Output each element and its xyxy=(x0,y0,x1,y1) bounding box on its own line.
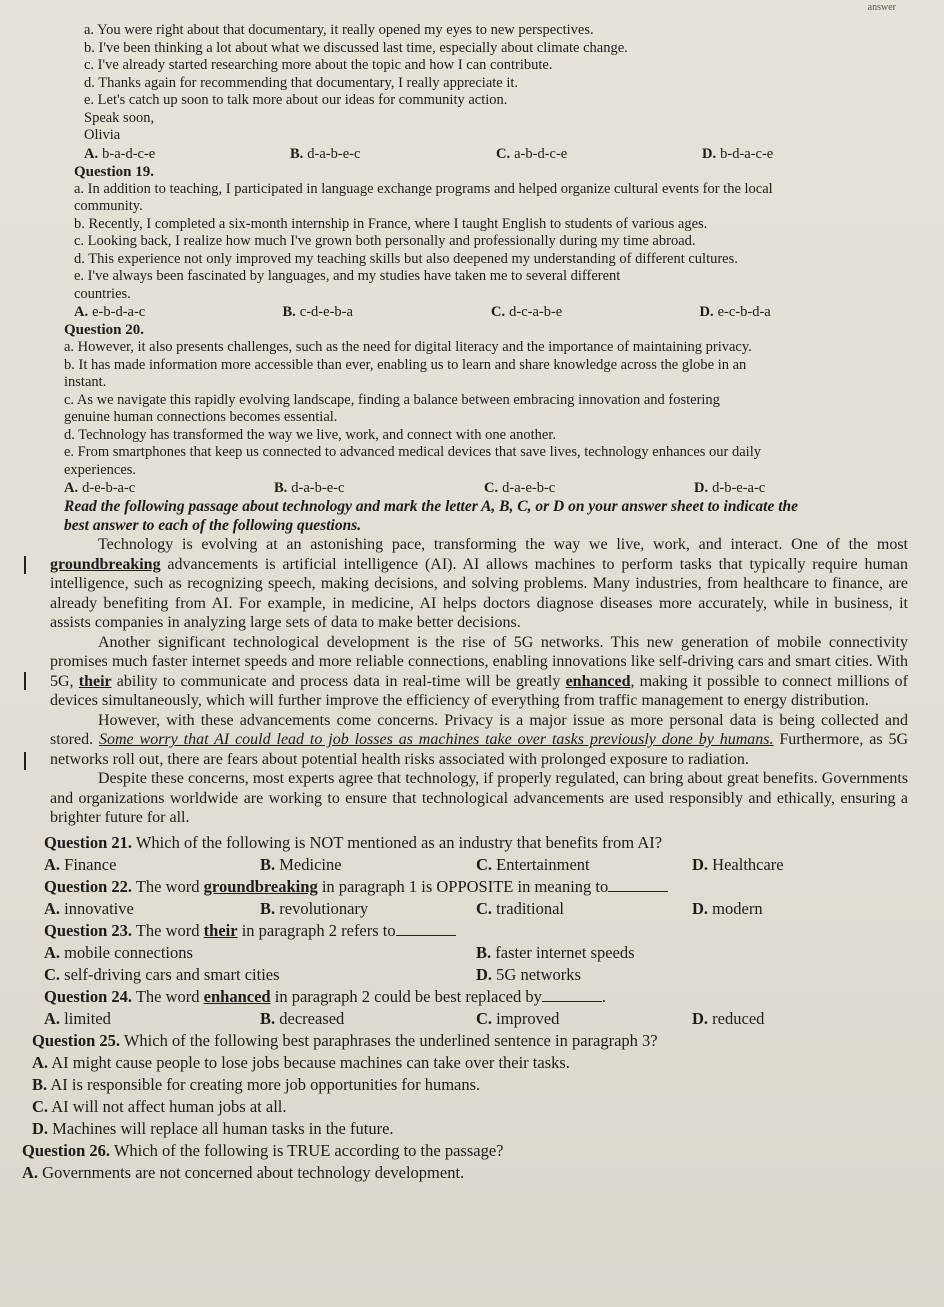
q20-option-c[interactable]: C. d-a-e-b-c xyxy=(484,480,556,496)
answer-blank[interactable] xyxy=(396,921,456,936)
q23-options-row2 xyxy=(44,964,908,986)
q22-option-a[interactable]: A. innovative xyxy=(44,898,134,918)
q21-stem: Question 21. Which of the following is NOT mentioned as an industry that benefits from AI? xyxy=(44,832,663,852)
q19-option-d[interactable]: D. e-c-b-d-a xyxy=(699,304,771,320)
q18-option-d[interactable]: D. b-d-a-c-e xyxy=(702,145,774,162)
q18-signature: Olivia xyxy=(84,127,121,143)
answer-blank[interactable] xyxy=(608,877,668,892)
instruction-line-1: Read the following passage about technology and mark the letter A, B, C, or D on your answer sheet to indicate the xyxy=(64,498,799,515)
q19-item-c: c. Looking back, I realize how much I've grown both personally and professionally during my time abroad. xyxy=(74,233,696,249)
passage-paragraph-1: Technology is evolving at an astonishing pace, transforming the way we live, work, and interact. One of the most groundbreaking advancements is artificial intelligence (AI). AI allows machines to perform tasks that typically require human intelligence, such as recognizing speech, making decisions, and solving problems. Many industries, from healthcare to finance, are already benefiting from AI. For example, in medicine, AI helps doctors diagnose diseases more accurately, while in business, it assists companies in analyzing large sets of data to make better decisions. xyxy=(50,536,908,631)
underlined-sentence: Some worry that AI could lead to job losses as machines take over tasks previously done by humans. xyxy=(98,731,774,748)
q20-item-b: b. It has made information more accessible than ever, enabling us to learn and share knowledge across the globe in an xyxy=(64,356,747,373)
q19-option-b[interactable]: B. c-d-e-b-a xyxy=(282,304,353,320)
q18-option-a[interactable]: A. b-a-d-c-e xyxy=(84,145,156,162)
q18-item-d: d. Thanks again for recommending that documentary, I really appreciate it. xyxy=(84,74,519,91)
q20-option-d[interactable]: D. d-b-e-a-c xyxy=(694,480,766,496)
word-groundbreaking: groundbreaking xyxy=(50,555,161,573)
q24-option-d[interactable]: D. reduced xyxy=(692,1008,765,1028)
q19-option-c[interactable]: C. d-c-a-b-e xyxy=(491,304,563,320)
q19-item-e: e. I've always been fascinated by languages, and my studies have taken me to several different xyxy=(74,268,621,284)
q22-option-c[interactable]: C. traditional xyxy=(476,898,564,918)
q22-option-d[interactable]: D. modern xyxy=(692,898,763,918)
q18-option-c[interactable]: C. a-b-d-c-e xyxy=(496,145,568,162)
q18-item-a: a. You were right about that documentary, it really opened my eyes to new perspectives. xyxy=(84,22,594,38)
q19-block xyxy=(44,163,908,322)
passage xyxy=(44,535,908,828)
q23-option-b[interactable]: B. faster internet speeds xyxy=(476,942,635,962)
passage-paragraph-4: Despite these concerns, most experts agree that technology, if properly regulated, can bring about great benefits. Governments and organizations worldwide are working to ensure that technological advancements are used responsibly and ethically, ensuring a brighter future for all. xyxy=(50,770,908,826)
instruction-line-2: best answer to each of the following questions. xyxy=(64,517,362,534)
q20-option-a[interactable]: A. d-e-b-a-c xyxy=(64,480,136,496)
q18-item-e: e. Let's catch up soon to talk more about our ideas for community action. xyxy=(84,92,508,108)
q18-closing: Speak soon, xyxy=(84,109,155,126)
q20-item-b-cont: instant. xyxy=(64,374,107,390)
q24-options xyxy=(44,1008,908,1030)
q22-options xyxy=(44,898,908,920)
q25-block xyxy=(32,1030,908,1140)
corner-mark: answer xyxy=(867,2,896,13)
q19-item-e-cont: countries. xyxy=(74,285,131,302)
passage-paragraph-2: Another significant technological development is the rise of 5G networks. This new generation of mobile connectivity promises much faster internet speeds and more reliable connections, enabling innovations like self-driving cars and smart cities. With 5G, their ability to communicate and process data in real-time will be greatly enhanced, making it possible to connect millions of devices simultaneously, which will further improve the efficiency of everything from traffic management to energy distribution. xyxy=(50,633,908,709)
q21-option-d[interactable]: D. Healthcare xyxy=(692,854,784,874)
q20-item-e-cont: experiences. xyxy=(64,461,137,478)
q20-block xyxy=(44,321,908,497)
q24-option-c[interactable]: C. improved xyxy=(476,1008,560,1028)
q18-options xyxy=(84,145,908,163)
q21-options xyxy=(44,854,908,876)
q23-options-row1 xyxy=(44,942,908,964)
q20-item-c-cont: genuine human connections becomes essential. xyxy=(64,409,338,425)
q20-item-a: a. However, it also presents challenges, such as the need for digital literacy and the importance of maintaining privacy. xyxy=(64,339,752,355)
q18-item-b: b. I've been thinking a lot about what we discussed last time, especially about climate change. xyxy=(84,39,628,56)
q23-stem: Question 23. The word their in paragraph 2 refers to xyxy=(44,920,908,942)
q18-item-c: c. I've already started researching more about the topic and how I can contribute. xyxy=(84,57,553,73)
q23-option-d[interactable]: D. 5G networks xyxy=(476,964,581,984)
q21-option-a[interactable]: A. Finance xyxy=(44,854,117,874)
q19-item-d: d. This experience not only improved my teaching skills but also deepened my understanding of different cultures. xyxy=(74,250,738,267)
q25-stem: Question 25. Which of the following best paraphrases the underlined sentence in paragraph 3? xyxy=(32,1030,658,1050)
q24-option-b[interactable]: B. decreased xyxy=(260,1008,345,1028)
q21-option-c[interactable]: C. Entertainment xyxy=(476,854,590,874)
q25-option-c[interactable]: C. AI will not affect human jobs at all. xyxy=(32,1096,287,1116)
q23-option-a[interactable]: A. mobile connections xyxy=(44,942,193,962)
word-enhanced: enhanced xyxy=(565,672,631,690)
q19-item-a-cont: community. xyxy=(74,198,143,214)
q25-option-d[interactable]: D. Machines will replace all human tasks in the future. xyxy=(32,1118,394,1138)
q19-title: Question 19. xyxy=(74,163,155,180)
q24-stem: Question 24. The word enhanced in paragraph 2 could be best replaced by . xyxy=(44,986,606,1006)
q23-option-c[interactable]: C. self-driving cars and smart cities xyxy=(44,964,280,984)
q20-item-e: e. From smartphones that keep us connected to advanced medical devices that save lives, technology enhances our daily xyxy=(64,444,761,460)
answer-blank[interactable] xyxy=(542,987,602,1002)
q19-options xyxy=(74,303,908,321)
q24-option-a[interactable]: A. limited xyxy=(44,1008,111,1028)
q20-option-b[interactable]: B. d-a-b-e-c xyxy=(274,480,345,496)
q23-block xyxy=(44,920,908,986)
q26-stem: Question 26. Which of the following is TRUE according to the passage? xyxy=(22,1140,504,1160)
q25-option-b[interactable]: B. AI is responsible for creating more job opportunities for humans. xyxy=(32,1074,481,1094)
q18-items xyxy=(44,22,908,163)
passage-instruction xyxy=(44,497,908,535)
passage-paragraph-3: However, with these advancements come concerns. Privacy is a major issue as more personal data is being collected and stored. Some worry that AI could lead to job losses as machines take over tasks previously done by humans. Furthermore, as 5G networks roll out, there are fears about potential health risks associated with prolonged exposure to radiation. xyxy=(50,711,908,768)
q26-block xyxy=(22,1140,908,1184)
q21-block xyxy=(44,832,908,876)
margin-mark-2 xyxy=(24,672,26,690)
q26-option-a[interactable]: A. Governments are not concerned about technology development. xyxy=(22,1162,465,1182)
q19-item-a: a. In addition to teaching, I participated in language exchange programs and helped organize cultural events for the local xyxy=(74,180,773,197)
q22-option-b[interactable]: B. revolutionary xyxy=(260,898,369,918)
q24-block xyxy=(44,986,908,1030)
q19-option-a[interactable]: A. e-b-d-a-c xyxy=(74,304,146,320)
q20-options xyxy=(64,479,908,497)
q20-title: Question 20. xyxy=(64,322,145,338)
margin-mark-3 xyxy=(24,752,26,770)
q22-stem: Question 22. The word groundbreaking in paragraph 1 is OPPOSITE in meaning to xyxy=(44,876,908,898)
q20-item-c: c. As we navigate this rapidly evolving landscape, finding a balance between embracing innovation and fostering xyxy=(64,391,720,408)
word-their: their xyxy=(78,672,112,690)
q21-option-b[interactable]: B. Medicine xyxy=(260,854,342,874)
q22-block xyxy=(44,876,908,920)
q18-option-b[interactable]: B. d-a-b-e-c xyxy=(290,145,361,162)
q19-item-b: b. Recently, I completed a six-month internship in France, where I taught English to students of various ages. xyxy=(74,215,708,232)
q20-item-d: d. Technology has transformed the way we live, work, and connect with one another. xyxy=(64,426,556,443)
q25-option-a[interactable]: A. AI might cause people to lose jobs because machines can take over their tasks. xyxy=(32,1052,570,1072)
margin-mark-1 xyxy=(24,556,26,574)
